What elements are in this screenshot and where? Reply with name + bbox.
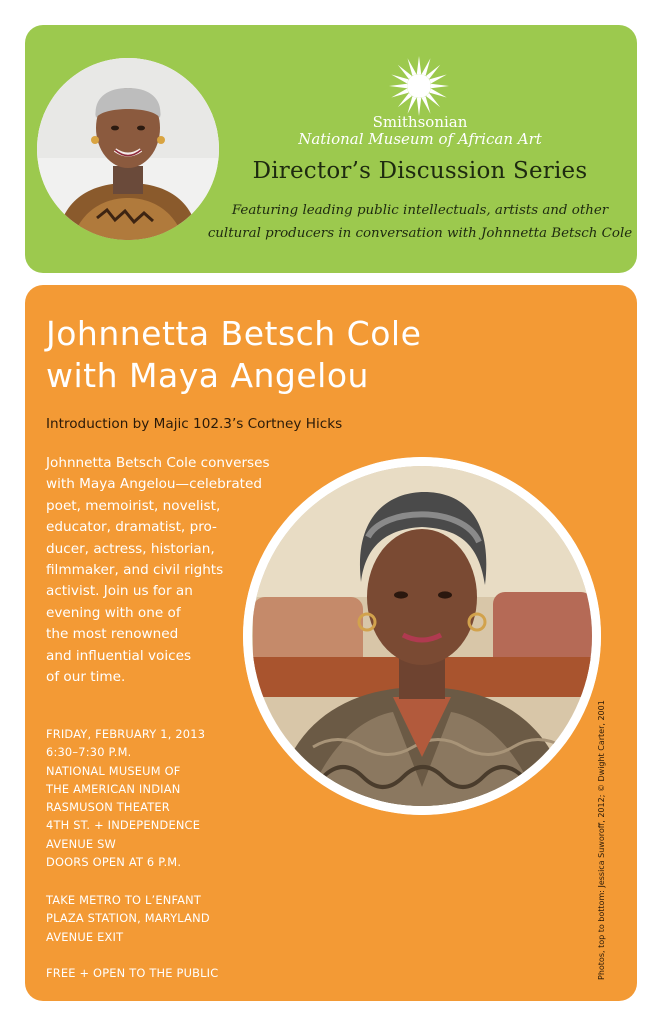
event-title (46, 313, 566, 397)
series-subtitle: Featuring leading public intellectuals, artists and other cultural producers in conversation with Johnnetta Betsch Cole (207, 203, 633, 241)
series-title: Director’s Discussion Series (252, 158, 588, 184)
sunburst-logo-icon (388, 55, 450, 117)
museum-name-smithsonian: Smithsonian (372, 113, 468, 131)
admission-info: FREE + OPEN TO THE PUBLIC (46, 966, 219, 980)
event-panel (25, 285, 637, 1001)
portrait-johnnetta-cole (37, 58, 219, 240)
event-details: FRIDAY, FEBRUARY 1, 2013 6:30–7:30 P.M. NATIONAL MUSEUM OF THE AMERICAN INDIAN RASMUSON THEATER 4TH ST. + INDEPENDENCE AVENUE SW DOORS OPEN AT 6 P.M. (46, 727, 206, 870)
photo-credit: Photos, top to bottom: Jessica Suworoff, 2012; © Dwight Carter, 2001 (597, 700, 606, 980)
museum-name-nmafa: National Museum of African Art (298, 130, 542, 148)
metro-directions: TAKE METRO TO L’ENFANT PLAZA STATION, MARYLAND AVENUE EXIT (46, 893, 210, 944)
event-title-line1: Johnnetta Betsch Cole (46, 314, 422, 353)
event-description: Johnnetta Betsch Cole converses with Maya Angelou—celebrated poet, memoirist, novelist, educator, dramatist, pro- ducer, actress, historian, filmmaker, and civil rights activist. Join us for an evening with one of the most renowned and influential voices of our time. (46, 455, 270, 686)
series-header-panel (25, 25, 637, 273)
event-title-line2: with Maya Angelou (46, 356, 369, 395)
event-introduction: Introduction by Majic 102.3’s Cortney Hicks (46, 416, 343, 432)
